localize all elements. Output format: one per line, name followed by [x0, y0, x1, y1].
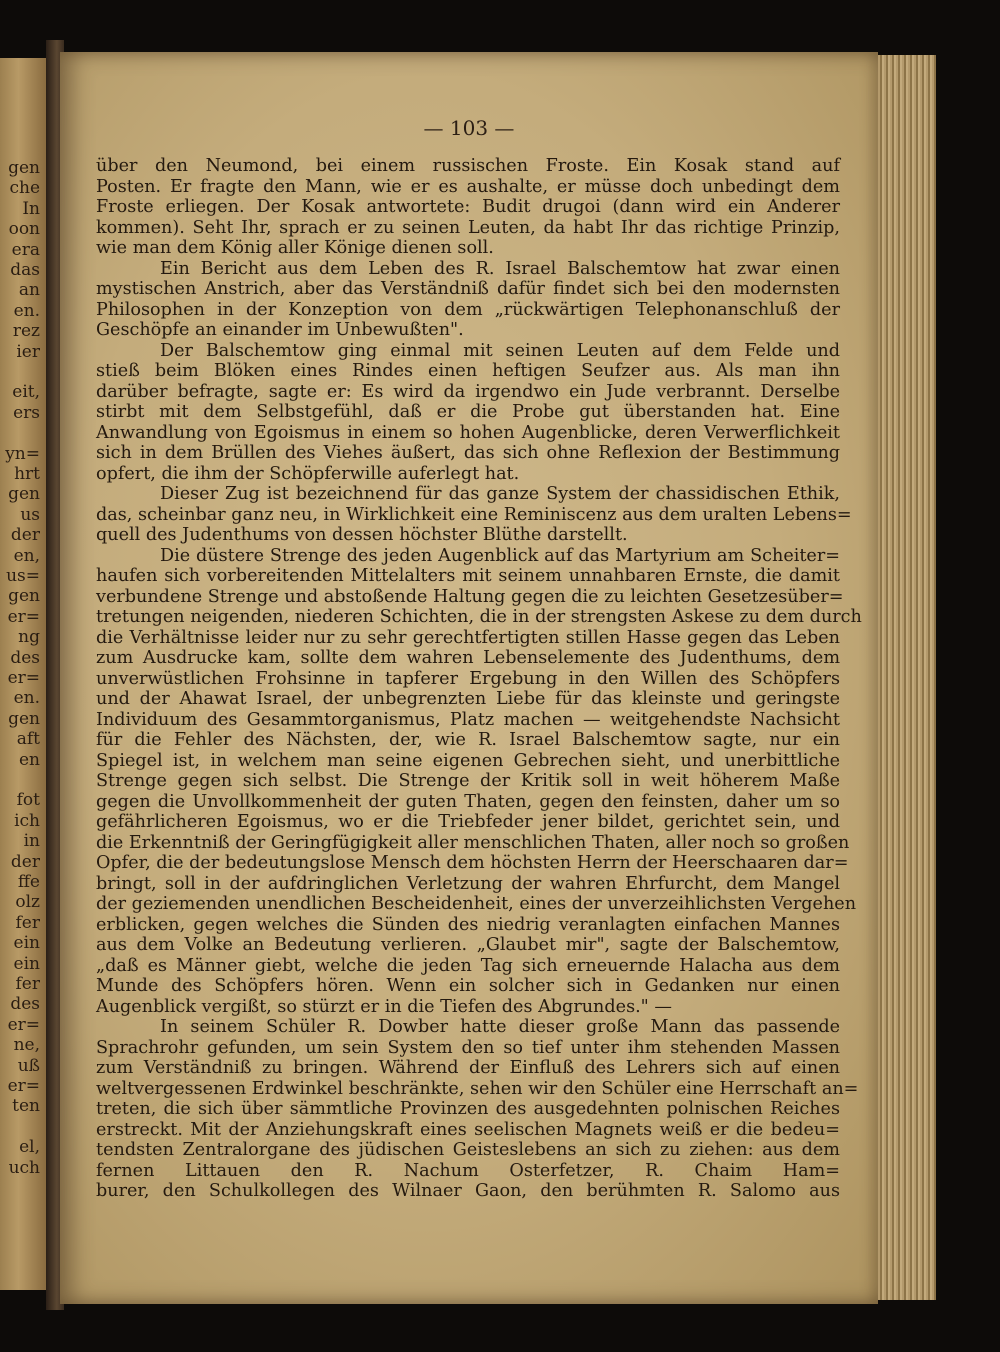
facing-page-fragment: er= — [7, 606, 40, 627]
facing-page-fragment: fer — [15, 974, 40, 994]
page-text — [96, 156, 862, 1202]
text-line: zum Ausdrucke kam, sollte dem wahren Lebenselemente des Judenthums, dem — [96, 648, 840, 668]
text-line: haufen sich vorbereitenden Mittelalters mit seinem unnahbaren Ernste, die damit — [96, 566, 840, 586]
text-line: erblicken, gegen welches die Sünden des niedrig veranlagten einfachen Mannes — [96, 914, 840, 935]
facing-page-fragment: uß — [17, 1055, 40, 1076]
facing-page-fragment: ier — [16, 341, 40, 362]
facing-page-fragment: der — [10, 525, 40, 546]
text-line: „daß es Männer giebt, welche die jeden Tag sich erneuernde Halacha aus dem — [96, 955, 840, 976]
text-line: quell des Judenthums von dessen höchster Blüthe darstellt. — [96, 525, 628, 545]
facing-page-fragment: des — [10, 647, 40, 668]
text-line: Sprachrohr gefunden, um sein System den so tief unter ihm stehenden Massen — [96, 1037, 840, 1058]
facing-page-edge — [0, 58, 46, 1290]
facing-page-fragment: er= — [7, 1076, 40, 1096]
text-line: verbundene Strenge und abstoßende Haltung gegen die zu leichten Gesetzesüber= — [96, 586, 844, 607]
text-line: Die düstere Strenge des jeden Augenblick auf das Martyrium am Scheiter= — [160, 545, 840, 566]
facing-page-fragment: ng — [18, 627, 40, 648]
text-line: stirbt mit dem Selbstgefühl, daß er die Probe gut überstanden hat. Eine — [96, 402, 840, 422]
facing-page-fragment: en — [18, 749, 40, 770]
book-page — [60, 52, 878, 1304]
facing-page-fragment: an — [18, 280, 40, 301]
facing-page-fragment: ein — [13, 953, 40, 974]
facing-page-fragment: ffe — [17, 872, 40, 892]
text-line: kommen). Seht Ihr, sprach er zu seinen Leuten, da habt Ihr das richtige Prinzip, — [96, 217, 840, 238]
facing-page-fragment: en. — [13, 688, 40, 709]
facing-page-fragment: uch — [8, 1157, 40, 1178]
facing-page-fragment: gen — [8, 586, 40, 607]
text-line: Anwandlung von Egoismus in einem so hohen Augenblicke, deren Verwerflichkeit — [96, 422, 840, 443]
facing-page-fragment: gen — [8, 708, 40, 729]
text-line: stieß beim Blöken eines Rindes einen heftigen Seufzer aus. Als man ihn — [96, 361, 840, 381]
text-line: aus dem Volke an Bedeutung verlieren. „Glaubet mir", sagte der Balschemtow, — [96, 935, 840, 955]
text-line: Augenblick vergißt, so stürzt er in die Tiefen des Abgrundes." — — [96, 996, 672, 1017]
text-line: sich in dem Brüllen des Viehes äußert, das sich ohne Reflexion der Bestimmung — [96, 443, 840, 463]
facing-page-fragment: en. — [13, 300, 40, 321]
facing-page-fragment: das — [10, 260, 40, 280]
text-line: Posten. Er fragte den Mann, wie er es aushalte, er müsse doch unbedingt dem — [96, 176, 840, 197]
facing-page-fragment: eit, — [12, 382, 40, 403]
text-line: Individuum des Gesammtorganismus, Platz machen — weitgehendste Nachsicht — [96, 709, 840, 730]
text-line: Geschöpfe an einander im Unbewußten". — [96, 320, 464, 340]
text-line: und der Ahawat Israel, der unbegrenzten Liebe für das kleinste und geringste — [96, 689, 840, 709]
facing-page-fragment: aft — [16, 729, 40, 750]
text-line: fernen Littauen den R. Nachum Osterfetzer, R. Chaim Ham= — [96, 1160, 840, 1181]
text-line: die Verhältnisse leider nur zu sehr gerechtfertigten stillen Hasse gegen das Leben — [96, 627, 840, 648]
facing-page-fragment: gen — [8, 158, 40, 178]
text-line: weltvergessenen Erdwinkel beschränkte, sehen wir den Schüler eine Herrschaft an= — [96, 1078, 859, 1099]
facing-page-fragment: ten — [12, 1096, 40, 1117]
text-line: gefährlicheren Egoismus, wo er die Triebfeder jener bildet, gerichtet sein, und — [96, 812, 840, 832]
text-line: Opfer, die der bedeutungslose Mensch dem höchsten Herrn der Heerschaaren dar= — [96, 853, 849, 873]
text-line: gegen die Unvollkommenheit der guten Thaten, gegen den feinsten, daher um so — [96, 791, 840, 812]
text-line: erstreckt. Mit der Anziehungskraft eines seelischen Magnets weiß er die bedeu= — [96, 1119, 840, 1140]
facing-page-fragment: fer — [15, 912, 40, 933]
facing-page-fragment: ers — [13, 402, 40, 423]
text-line: Strenge gegen sich selbst. Die Strenge der Kritik soll in weit höherem Maße — [96, 771, 840, 791]
text-line: wie man dem König aller Könige dienen soll. — [96, 238, 494, 258]
text-line: zum Verständniß zu bringen. Während der Einfluß des Lehrers sich auf einen — [96, 1058, 840, 1078]
text-line: Froste erliegen. Der Kosak antwortete: Budit drugoi (dann wird ein Anderer — [96, 197, 840, 217]
text-line: darüber befragte, sagte er: Es wird da irgendwo ein Jude verbrannt. Derselbe — [96, 381, 840, 402]
text-line: die Erkenntniß der Geringfügigkeit aller menschlichen Thaten, aller noch so großen — [96, 832, 850, 853]
facing-page-fragment: er= — [7, 1014, 40, 1035]
text-line: für die Fehler des Nächsten, der, wie R. Israel Balschemtow sagte, nur ein — [96, 730, 840, 750]
facing-page-fragment: yn= — [5, 443, 40, 464]
facing-page-fragment: hrt — [14, 464, 40, 484]
facing-page-fragment: ne, — [13, 1035, 40, 1056]
facing-page-fragment: In — [22, 198, 40, 219]
facing-page-fragment: en, — [13, 545, 40, 566]
text-line: Spiegel ist, in welchem man seine eigenen Gebrechen sieht, und unerbittliche — [96, 750, 840, 771]
text-line: mystischen Anstrich, aber das Verständniß dafür findet sich bei den modernsten — [96, 279, 840, 299]
text-line: burer, den Schulkollegen des Wilnaer Gaon, den berühmten R. Salomo aus — [96, 1181, 840, 1201]
facing-page-fragment: rez — [12, 321, 40, 342]
text-line: Philosophen in der Konzeption von dem „rückwärtigen Telephonanschluß der — [96, 299, 840, 320]
page-block-edge — [872, 55, 936, 1300]
text-line: Ein Bericht aus dem Leben des R. Israel Balschemtow hat zwar einen — [160, 258, 840, 279]
facing-page-fragment: el, — [19, 1137, 40, 1158]
facing-page-fragment: des — [10, 994, 40, 1015]
facing-page-fragment: der — [10, 851, 40, 872]
text-line: der geziemenden unendlichen Bescheidenheit, eines der unverzeihlichsten Vergehen — [96, 894, 857, 914]
facing-page-fragment: gen — [8, 484, 40, 505]
text-line: tendsten Zentralorgane des jüdischen Geisteslebens an sich zu ziehen: aus dem — [96, 1140, 840, 1160]
page-number: — 103 — — [423, 116, 515, 140]
text-line: tretungen neigenden, niederen Schichten, die in der strengsten Askese zu dem durch — [96, 607, 862, 627]
text-line: das, scheinbar ganz neu, in Wirklichkeit eine Reminiscenz aus dem uralten Lebens= — [96, 504, 852, 525]
text-line: über den Neumond, bei einem russischen Froste. Ein Kosak stand auf — [96, 156, 840, 176]
text-line: Dieser Zug ist bezeichnend für das ganze System der chassidischen Ethik, — [160, 484, 840, 504]
facing-page-fragment: era — [11, 239, 40, 260]
text-line: opfert, die ihm der Schöpferwille auferlegt hat. — [96, 463, 520, 484]
facing-page-fragment: us — [20, 504, 40, 525]
text-line: Der Balschemtow ging einmal mit seinen Leuten auf dem Felde und — [160, 340, 840, 361]
facing-page-fragment: us= — [6, 566, 40, 586]
text-line: treten, die sich über sämmtliche Provinzen des ausgedehnten polnischen Reiches — [96, 1099, 840, 1119]
facing-page-fragment: fot — [16, 790, 40, 811]
text-line: Munde des Schöpfers hören. Wenn ein solcher sich in Gedanken nur einen — [96, 976, 840, 996]
facing-page-fragment: olz — [15, 892, 40, 913]
facing-page-fragment: ein — [13, 933, 40, 954]
text-line: bringt, soll in der aufdringlichen Verletzung der wahren Ehrfurcht, dem Mangel — [96, 873, 840, 894]
text-line: In seinem Schüler R. Dowber hatte dieser große Mann das passende — [160, 1017, 840, 1037]
facing-page-fragment: in — [23, 831, 40, 852]
facing-page-fragment: er= — [7, 668, 40, 688]
facing-page-fragment: ich — [14, 810, 40, 831]
facing-page-fragment: che — [9, 178, 40, 199]
facing-page-fragment: oon — [8, 219, 40, 240]
text-line: unverwüstlichen Frohsinne in tapferer Ergebung in den Willen des Schöpfers — [96, 668, 840, 689]
